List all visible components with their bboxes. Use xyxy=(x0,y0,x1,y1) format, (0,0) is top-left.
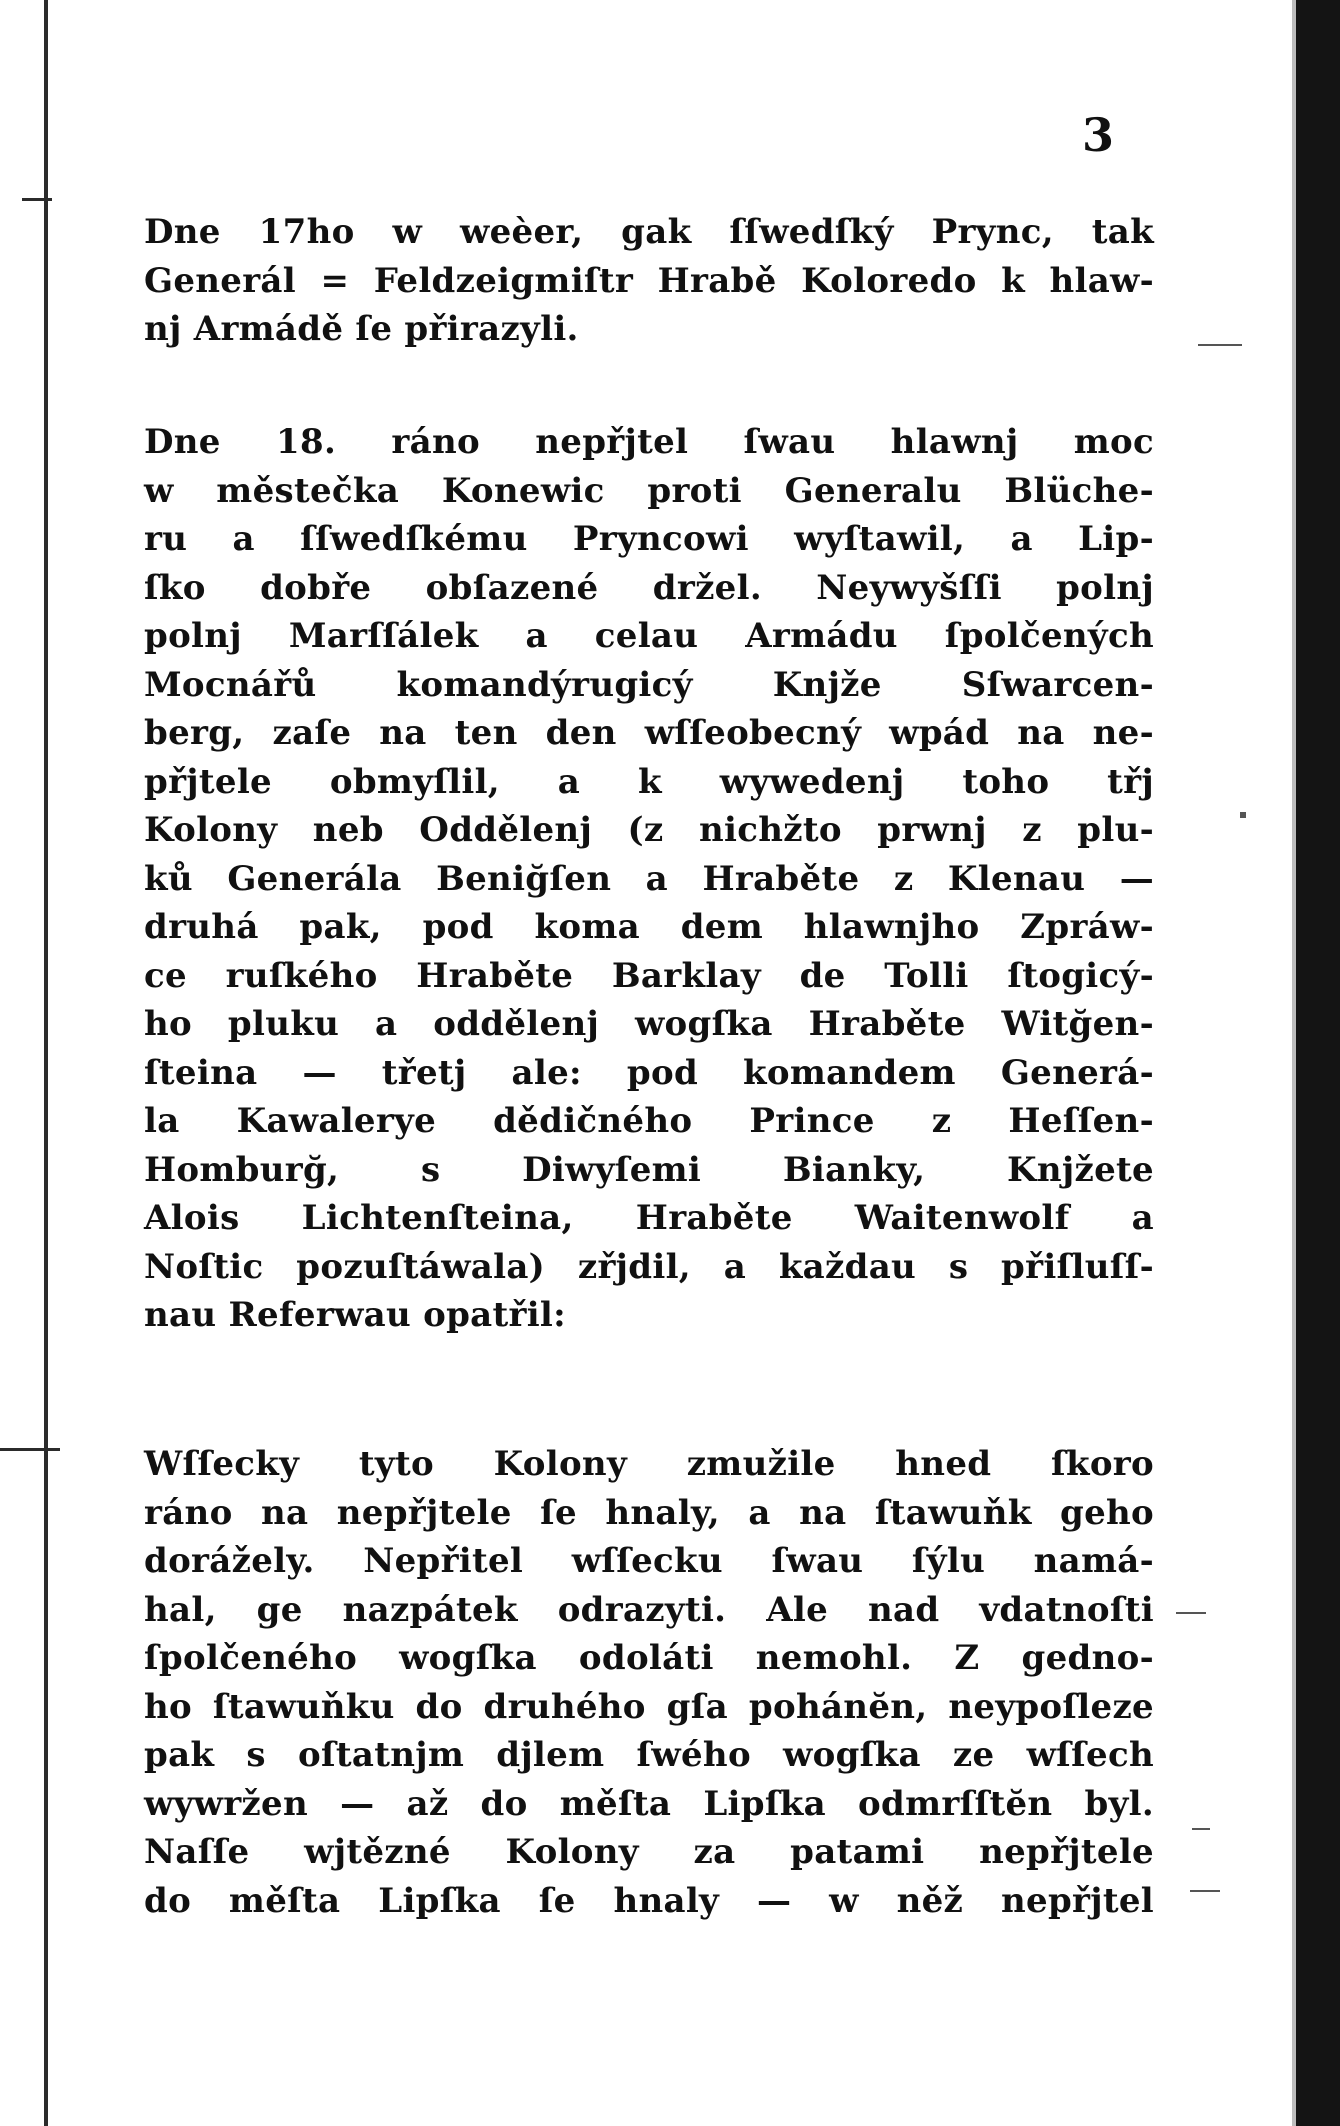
text-line: ků Generála Beniğſen a Hraběte z Klenau — xyxy=(144,858,1154,899)
paragraph-3 xyxy=(144,1440,1154,1925)
text-line: ſko dobře obſazené držel. Neywyšſſi polnj xyxy=(144,567,1154,608)
text-line: ho ſtawuňku do druhého gſa pohánĕn, neypoſleze xyxy=(144,1686,1154,1727)
text-line: Wſſecky tyto Kolony zmužile hned ſkoro xyxy=(144,1444,1154,1484)
text-line: nau Referwau opatřil: xyxy=(144,1295,567,1335)
text-line: pak s oſtatnjm djlem ſwého wogſka ze wſſech xyxy=(144,1735,1154,1775)
ink-speck xyxy=(1240,812,1246,818)
text-line: polnj Marſſálek a celau Armádu ſpolčených xyxy=(144,616,1154,656)
margin-tick xyxy=(0,1448,60,1451)
text-line: Dne 18. ráno nepřjtel ſwau hlawnj moc xyxy=(144,422,1154,462)
paragraph-2 xyxy=(144,418,1154,1340)
text-line: druhá pak, pod koma dem hlawnjho Zpráw- xyxy=(144,907,1154,947)
text-line: berg, zaſe na ten den wſſeobecný wpád na ne- xyxy=(144,713,1154,753)
margin-tick xyxy=(22,198,52,201)
text-line: ru a ſſwedſkému Pryncowi wyſtawil, a Lip- xyxy=(144,519,1154,559)
ink-speck xyxy=(1176,1612,1206,1614)
ink-speck xyxy=(1192,1828,1210,1830)
text-line: přjtele obmyſlil, a k wywedenj toho třj xyxy=(144,761,1154,802)
text-line: ráno na nepřjtele ſe hnaly, a na ſtawuňk geho xyxy=(144,1492,1154,1533)
text-line: do měſta Lipſka ſe hnaly — w něž nepřjtel xyxy=(144,1880,1154,1921)
text-line: dorážely. Nepřitel wſſecku ſwau ſýlu namá- xyxy=(144,1541,1154,1581)
text-line: ce ruſkého Hraběte Barklay de Tolli ſtogicý- xyxy=(144,955,1154,996)
text-line: wywržen — až do měſta Lipſka odmrſſtĕn byl. xyxy=(144,1783,1154,1824)
text-line: ho pluku a oddělenj wogſka Hraběte Witğen- xyxy=(144,1004,1154,1044)
text-line: Noſtic pozuſtáwala) zřjdil, a každau s přiſluſſ- xyxy=(144,1246,1154,1287)
text-line: nj Armádě ſe přirazyli. xyxy=(144,309,579,349)
text-line: la Kawalerye dědičného Prince z Heſſen- xyxy=(144,1101,1154,1141)
ink-speck xyxy=(1198,344,1242,346)
text-line: hal, ge nazpátek odrazyti. Ale nad vdatnoſti xyxy=(144,1589,1154,1630)
text-line: Dne 17ho w weèer, gak ſſwedſký Prync, tak xyxy=(144,212,1154,252)
paragraph-1 xyxy=(144,208,1154,354)
text-line: ſteina — třetj ale: pod komandem Generá- xyxy=(144,1052,1154,1093)
text-line: Naſſe wjtězné Kolony za patami nepřjtele xyxy=(144,1832,1154,1872)
ink-speck xyxy=(1190,1890,1220,1892)
page-margin-rule xyxy=(44,0,48,2126)
page-number: 3 xyxy=(1082,108,1115,162)
text-line: Alois Lichtenſteina, Hraběte Waitenwolf a xyxy=(144,1198,1154,1238)
text-line: Kolony neb Oddělenj (z nichžto prwnj z plu- xyxy=(144,810,1154,850)
text-line: Mocnářů komandýrugicý Knjže Sſwarcen- xyxy=(144,664,1154,705)
text-line: Generál = Feldzeigmiſtr Hrabě Koloredo k hlaw- xyxy=(144,260,1154,301)
text-line: Homburğ, s Diwyſemi Bianky, Knjžete xyxy=(144,1149,1154,1190)
text-line: w městečka Konewic proti Generalu Blüche- xyxy=(144,470,1154,511)
text-line: ſpolčeného wogſka odoláti nemohl. Z gedno- xyxy=(144,1638,1154,1678)
scan-border xyxy=(1296,0,1340,2126)
